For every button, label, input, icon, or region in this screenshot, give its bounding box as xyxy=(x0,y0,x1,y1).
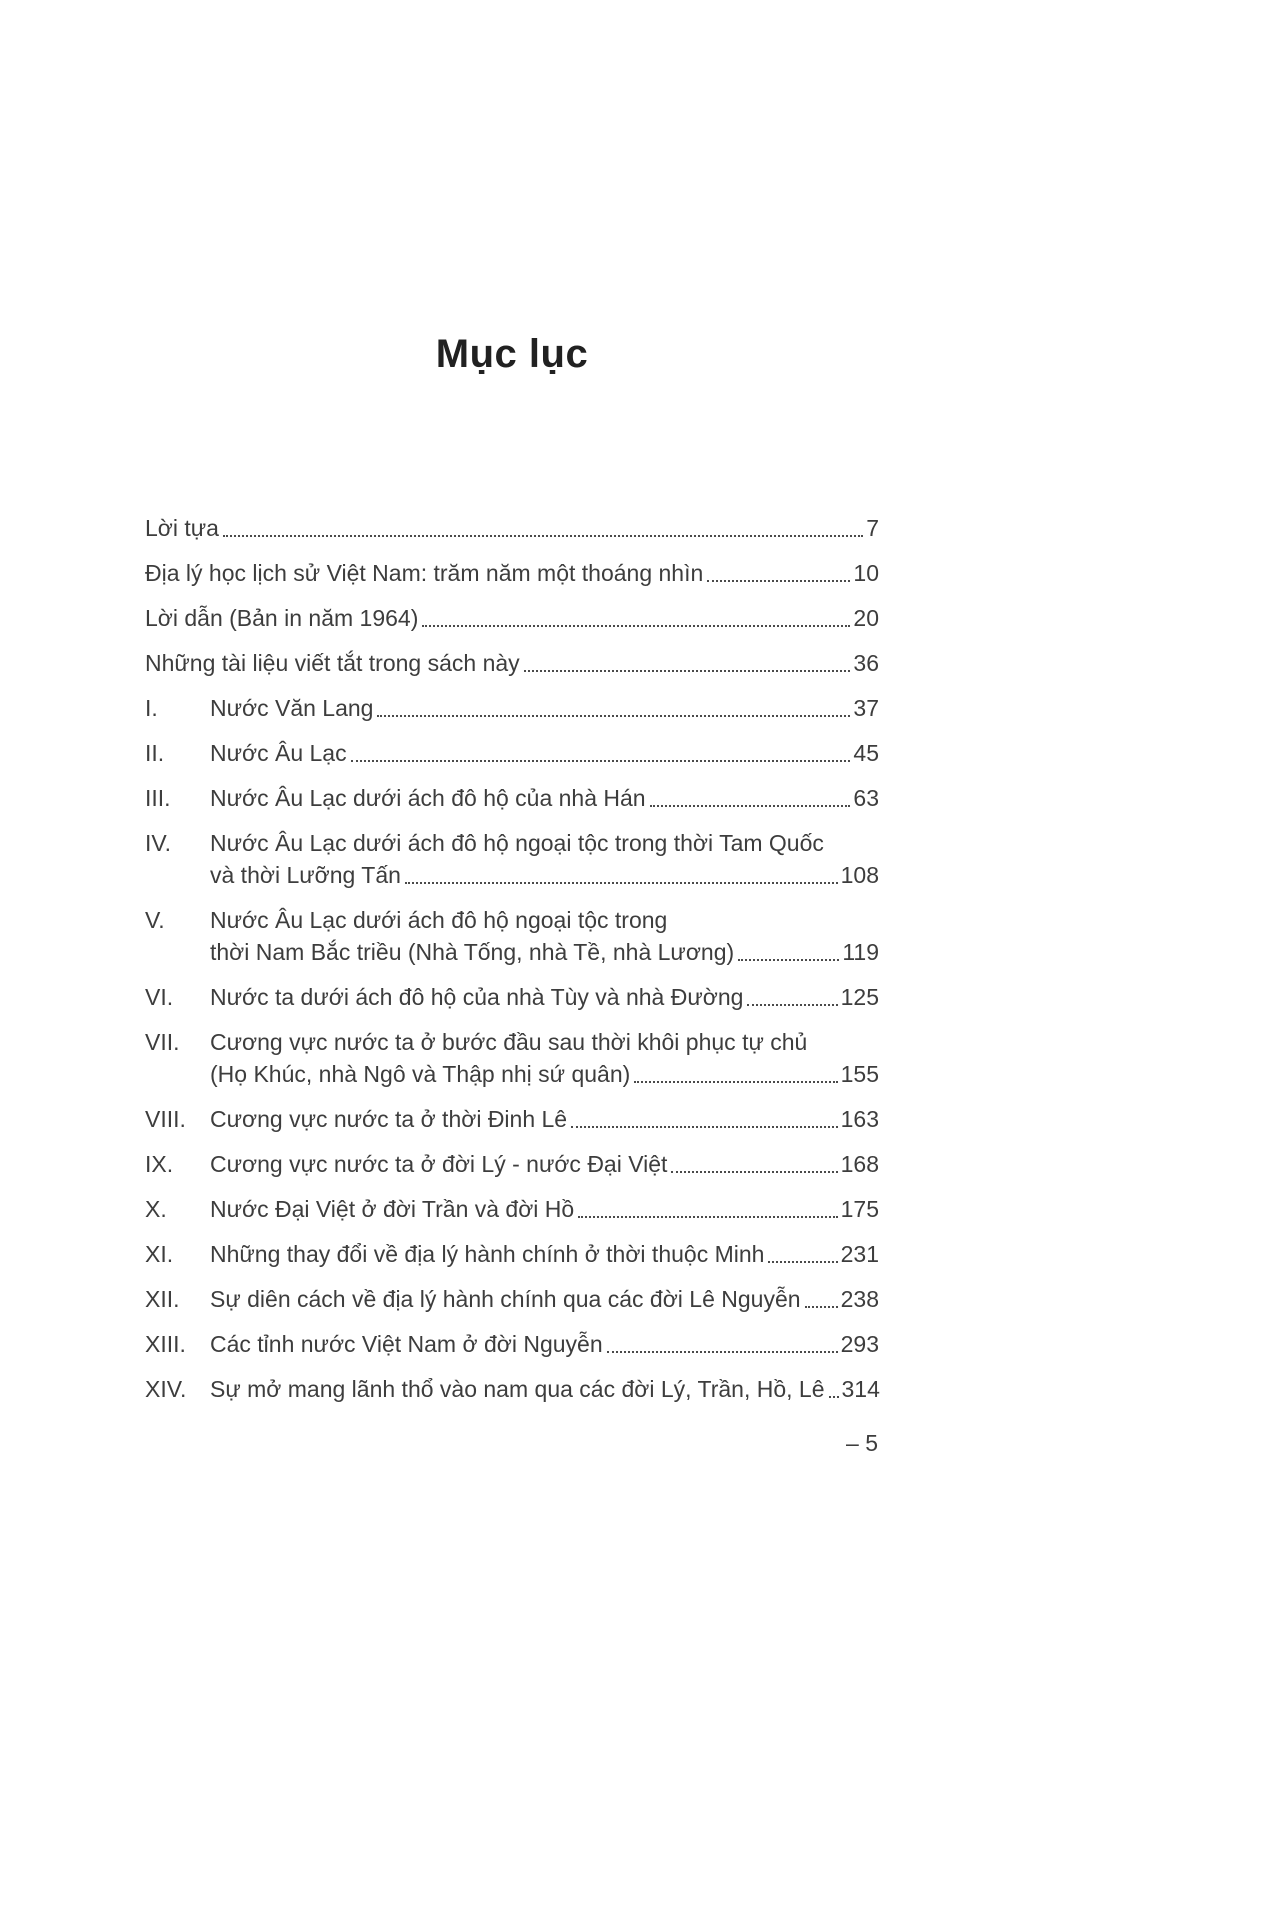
chapter-numeral: X. xyxy=(145,1196,167,1222)
entry-page-number: 119 xyxy=(842,939,879,965)
entry-page-number: 7 xyxy=(866,515,879,541)
entry-page-number: 314 xyxy=(841,1376,880,1402)
chapter-numeral: V. xyxy=(145,907,165,933)
dot-leader xyxy=(422,625,850,627)
entry-page-number: 168 xyxy=(840,1151,879,1177)
chapter-numeral: VIII. xyxy=(145,1106,186,1132)
entry-label: Sự mở mang lãnh thổ vào nam qua các đời Lý, Trần, Hồ, Lê xyxy=(210,1376,825,1402)
entry-label: Nước ta dưới ách đô hộ của nhà Tùy và nhà Đường xyxy=(210,984,744,1010)
dot-leader xyxy=(634,1081,837,1083)
entry-page-number: 155 xyxy=(840,1061,879,1087)
toc-entry xyxy=(145,981,879,1013)
entry-page-number: 10 xyxy=(853,560,879,586)
entry-label: thời Nam Bắc triều (Nhà Tống, nhà Tề, nhà Lương) xyxy=(210,939,735,965)
toc-entry xyxy=(145,1026,879,1090)
entry-page-number: 20 xyxy=(853,605,879,631)
dot-leader xyxy=(351,760,851,762)
dot-leader xyxy=(571,1126,838,1128)
entry-label: (Họ Khúc, nhà Ngô và Thập nhị sứ quân) xyxy=(210,1061,631,1087)
toc-entry xyxy=(145,557,879,589)
page-number: – 5 xyxy=(846,1430,878,1456)
toc-entry xyxy=(145,782,879,814)
entry-label: Nước Âu Lạc dưới ách đô hộ ngoại tộc trong xyxy=(210,907,668,933)
content-column xyxy=(145,0,879,1418)
toc-entry xyxy=(145,1283,879,1315)
entry-page-number: 175 xyxy=(840,1196,879,1222)
chapter-numeral: XII. xyxy=(145,1286,180,1312)
dot-leader xyxy=(650,805,851,807)
chapter-numeral: III. xyxy=(145,785,171,811)
entry-label: Cương vực nước ta ở đời Lý - nước Đại Việt xyxy=(210,1151,668,1177)
entry-label: Nước Âu Lạc xyxy=(210,740,347,766)
entry-page-number: 125 xyxy=(840,984,879,1010)
entry-label: Nước Văn Lang xyxy=(210,695,374,721)
chapter-numeral: II. xyxy=(145,740,165,766)
chapter-numeral: IV. xyxy=(145,830,172,856)
entry-label: Nước Đại Việt ở đời Trần và đời Hồ xyxy=(210,1196,575,1222)
entry-label: Cương vực nước ta ở thời Đinh Lê xyxy=(210,1106,568,1132)
entry-label: Những tài liệu viết tắt trong sách này xyxy=(145,650,520,676)
entry-page-number: 37 xyxy=(853,695,879,721)
toc-entry xyxy=(145,1238,879,1270)
dot-leader xyxy=(707,580,850,582)
entry-label: Địa lý học lịch sử Việt Nam: trăm năm một thoáng nhìn xyxy=(145,560,704,586)
dot-leader xyxy=(747,1004,837,1006)
entry-label: Nước Âu Lạc dưới ách đô hộ ngoại tộc trong thời Tam Quốc xyxy=(210,830,824,856)
dot-leader xyxy=(405,882,838,884)
entry-page-number: 163 xyxy=(840,1106,879,1132)
toc-list xyxy=(145,512,879,1405)
chapter-numeral: VI. xyxy=(145,984,174,1010)
entry-page-number: 63 xyxy=(853,785,879,811)
entry-label: Cương vực nước ta ở bước đầu sau thời khôi phục tự chủ xyxy=(210,1029,808,1055)
entry-page-number: 293 xyxy=(840,1331,879,1357)
toc-entry xyxy=(145,647,879,679)
toc-entry xyxy=(145,827,879,891)
dot-leader xyxy=(223,535,863,537)
chapter-numeral: XIV. xyxy=(145,1376,187,1402)
dot-leader xyxy=(524,670,851,672)
front-matter-section xyxy=(145,512,879,679)
entry-label: Nước Âu Lạc dưới ách đô hộ của nhà Hán xyxy=(210,785,646,811)
toc-entry xyxy=(145,1373,879,1405)
entry-label: Lời tựa xyxy=(145,515,219,541)
entry-label: và thời Lưỡng Tấn xyxy=(210,862,401,888)
toc-entry xyxy=(145,1328,879,1360)
entry-page-number: 238 xyxy=(840,1286,879,1312)
entry-label: Sự diên cách về địa lý hành chính qua các đời Lê Nguyễn xyxy=(210,1286,801,1312)
entry-page-number: 36 xyxy=(853,650,879,676)
chapter-numeral: VII. xyxy=(145,1029,180,1055)
toc-entry xyxy=(145,904,879,968)
chapter-numeral: IX. xyxy=(145,1151,174,1177)
toc-entry xyxy=(145,512,879,544)
toc-entry xyxy=(145,1148,879,1180)
toc-entry xyxy=(145,1193,879,1225)
dot-leader xyxy=(578,1216,837,1218)
dot-leader xyxy=(377,715,850,717)
dot-leader xyxy=(607,1351,838,1353)
chapter-numeral: XI. xyxy=(145,1241,174,1267)
toc-entry xyxy=(145,1103,879,1135)
dot-leader xyxy=(829,1396,839,1398)
chapters-section xyxy=(145,692,879,1405)
entry-label: Những thay đổi về địa lý hành chính ở thời thuộc Minh xyxy=(210,1241,765,1267)
entry-label: Các tỉnh nước Việt Nam ở đời Nguyễn xyxy=(210,1331,603,1357)
chapter-numeral: I. xyxy=(145,695,158,721)
dot-leader xyxy=(805,1306,838,1308)
entry-page-number: 45 xyxy=(853,740,879,766)
dot-leader xyxy=(768,1261,837,1263)
entry-label: Lời dẫn (Bản in năm 1964) xyxy=(145,605,419,631)
dot-leader xyxy=(671,1171,837,1173)
toc-entry xyxy=(145,602,879,634)
toc-entry xyxy=(145,692,879,724)
page-title: Mục lục xyxy=(435,332,589,376)
chapter-numeral: XIII. xyxy=(145,1331,186,1357)
dot-leader xyxy=(738,959,839,961)
entry-page-number: 108 xyxy=(840,862,879,888)
entry-page-number: 231 xyxy=(840,1241,879,1267)
toc-entry xyxy=(145,737,879,769)
